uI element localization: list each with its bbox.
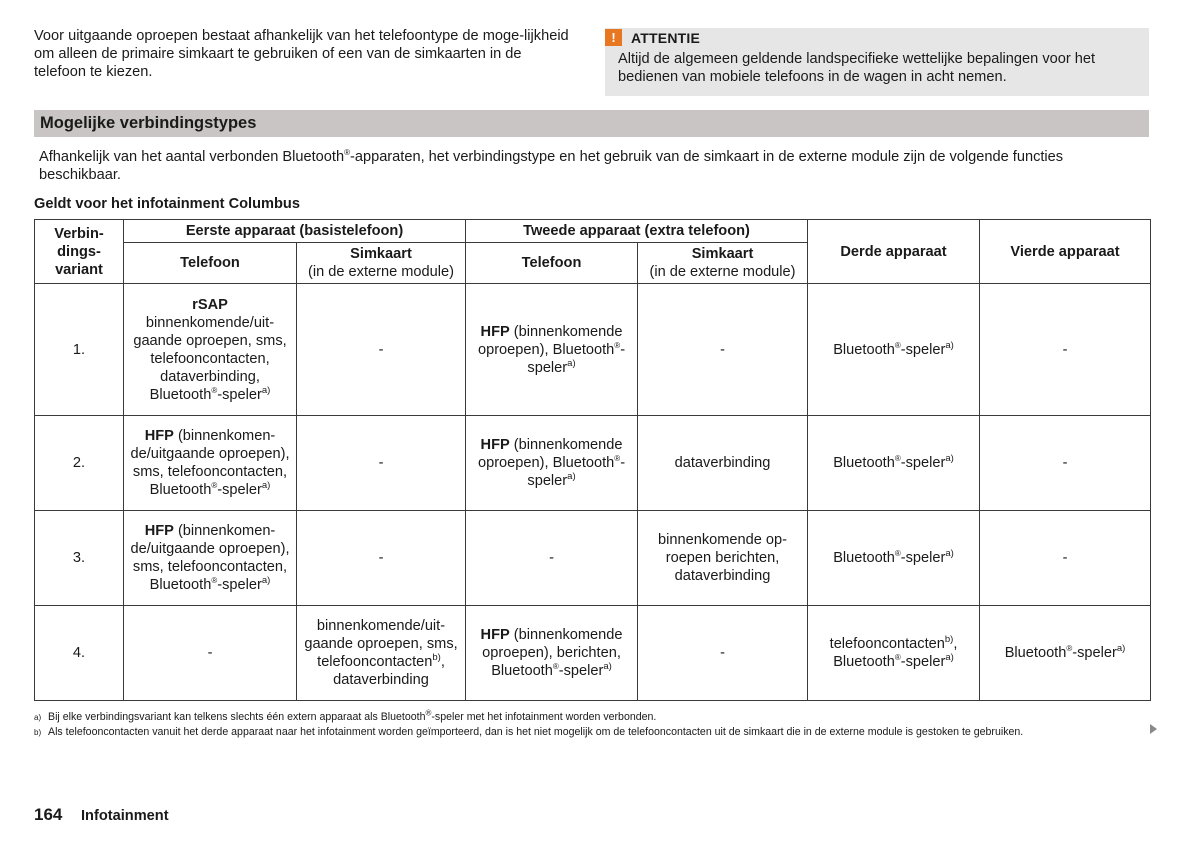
footnote-text: Bij elke verbindingsvariant kan telkens slechts één extern apparaat als Bluetooth — [48, 711, 426, 723]
table-cell — [808, 511, 980, 606]
header-third-device: Derde apparaat — [808, 220, 980, 284]
footnote-ref: a) — [603, 661, 612, 673]
variant-cell: 2. — [35, 416, 124, 511]
footnote-ref: b) — [432, 652, 441, 664]
body-text-part: -apparaten, het verbindingstype en het gebruik van de simkaart in de externe module zijn de volgende functies beschikbaar. — [39, 149, 1064, 183]
table-cell: - — [980, 416, 1151, 511]
next-page-arrow-icon[interactable] — [1150, 724, 1157, 734]
footnote-ref: a) — [945, 652, 954, 664]
section-header — [34, 110, 1149, 137]
table-cell: - — [980, 511, 1151, 606]
variant-cell: 3. — [35, 511, 124, 606]
table-cell: - — [297, 511, 466, 606]
cell-text: -speler — [900, 341, 946, 358]
connection-profile: rSAP — [192, 296, 228, 313]
cell-text: binnenkomende/uit-gaande oproepen, sms, telefooncontacten — [304, 618, 458, 670]
header-simcard — [638, 243, 808, 284]
cell-text: -speler — [900, 455, 946, 471]
table-title: Geldt voor het infotainment Columbus — [34, 196, 300, 212]
cell-text: telefooncontacten — [829, 636, 945, 652]
cell-text: Bluetooth — [833, 455, 895, 471]
table-cell — [808, 416, 980, 511]
table-row — [35, 284, 1151, 416]
table-cell: - — [980, 284, 1151, 416]
variant-cell: 1. — [35, 284, 124, 416]
simcard-label: Simkaart — [350, 246, 412, 262]
table-body — [35, 284, 1151, 701]
registered-mark: ® — [1066, 644, 1073, 654]
cell-text: Bluetooth — [833, 341, 895, 358]
table-cell — [808, 284, 980, 416]
footnote-ref: a) — [945, 339, 954, 351]
footnote-text: -speler met het infotainment worden verbonden. — [431, 711, 657, 723]
cell-text: (binnenkomende oproepen), Bluetooth — [477, 323, 623, 358]
table-cell: dataverbinding — [638, 416, 808, 511]
table-cell — [297, 606, 466, 701]
table-cell: - — [638, 606, 808, 701]
footnote-a — [34, 708, 657, 724]
header-simcard — [297, 243, 466, 284]
cell-text: -speler — [217, 577, 262, 593]
footnote-ref: a) — [261, 480, 271, 492]
footnote-mark: b) — [34, 728, 42, 737]
cell-text: -speler — [527, 341, 626, 376]
registered-mark: ® — [614, 454, 621, 464]
table-cell: - — [638, 284, 808, 416]
cell-text: , — [953, 636, 958, 652]
warning-icon: ! — [605, 29, 622, 46]
footnote-ref: a) — [567, 471, 576, 483]
header-fourth-device: Vierde apparaat — [980, 220, 1151, 284]
registered-mark: ® — [211, 385, 218, 395]
header-phone: Telefoon — [466, 243, 638, 284]
footnote-ref: a) — [945, 453, 954, 465]
connection-profile: HFP — [144, 428, 174, 444]
simcard-label: Simkaart — [691, 246, 754, 262]
table-cell — [466, 416, 638, 511]
footnote-ref: a) — [261, 384, 271, 396]
registered-mark: ® — [425, 708, 432, 718]
registered-mark: ® — [211, 576, 218, 586]
table-cell — [466, 284, 638, 416]
footnote-ref: a) — [567, 357, 576, 369]
footnote-mark: a) — [34, 713, 42, 722]
simcard-sublabel: (in de externe module) — [307, 264, 455, 280]
connection-profile: HFP — [480, 323, 510, 340]
body-text-part: Afhankelijk van het aantal verbonden Bluetooth — [39, 149, 345, 165]
footnote-text: Als telefooncontacten vanuit het derde apparaat naar het infotainment worden geïmporteerd, dan is het niet mogelijk om de telefooncontacten uit de simkaart die in de externe module is gestoken te gebruiken. — [48, 726, 1024, 738]
attention-header — [605, 28, 700, 47]
cell-text: -speler — [217, 482, 262, 498]
connection-types-table — [34, 219, 1151, 701]
cell-text: -speler — [900, 550, 946, 566]
header-first-device: Eerste apparaat (basistelefoon) — [124, 220, 466, 243]
variant-cell: 4. — [35, 606, 124, 701]
attention-title: ATTENTIE — [631, 29, 701, 46]
header-phone: Telefoon — [124, 243, 297, 284]
table-row — [35, 416, 1151, 511]
chapter-title: Infotainment — [81, 808, 169, 824]
cell-text: , dataverbinding — [333, 654, 445, 688]
cell-text: (binnenkomen-de/uitgaande oproepen), sms, telefooncontacten, Bluetooth — [130, 523, 290, 593]
table-header-row — [35, 220, 1151, 243]
registered-mark: ® — [894, 549, 901, 559]
cell-text: Bluetooth — [1004, 645, 1067, 661]
page-number: 164 — [34, 805, 63, 824]
cell-text: -speler — [527, 455, 626, 489]
cell-text: -speler — [1072, 645, 1117, 661]
table-cell: binnenkomende op-roepen berichten, dataverbinding — [638, 511, 808, 606]
table-cell — [124, 511, 297, 606]
connection-profile: HFP — [144, 523, 174, 539]
table-cell — [980, 606, 1151, 701]
table-cell — [124, 284, 297, 416]
section-intro-text — [39, 148, 1149, 184]
registered-mark: ® — [552, 662, 559, 672]
attention-box — [605, 28, 1149, 96]
footnote-ref: a) — [1116, 643, 1126, 655]
cell-text: binnenkomende/uit-gaande oproepen, sms, telefooncontacten, dataverbinding, Bluetooth — [133, 314, 287, 403]
table-cell — [808, 606, 980, 701]
footnote-ref: b) — [944, 634, 954, 646]
cell-text: (binnenkomende oproepen), berichten, Bluetooth — [482, 627, 623, 679]
registered-mark: ® — [344, 148, 350, 158]
attention-text: Altijd de algemeen geldende landspecifieke wettelijke bepalingen voor het bedienen van mobiele telefoons in de wagen in acht nemen. — [618, 51, 1096, 85]
registered-mark: ® — [614, 340, 621, 350]
connection-profile: HFP — [480, 627, 510, 643]
table-row — [35, 511, 1151, 606]
cell-text: Bluetooth — [833, 550, 895, 566]
table-cell — [124, 416, 297, 511]
connection-profile: HFP — [480, 437, 510, 453]
footnote-ref: a) — [945, 548, 954, 560]
cell-text: (binnenkomende oproepen), Bluetooth — [477, 437, 623, 471]
footnote-b — [34, 726, 1023, 739]
cell-text: (binnenkomen-de/uitgaande oproepen), sms, telefooncontacten, Bluetooth — [130, 428, 290, 498]
registered-mark: ® — [211, 481, 218, 491]
table-cell: - — [297, 284, 466, 416]
header-variant: Verbin-dings-variant — [35, 220, 124, 284]
registered-mark: ® — [894, 653, 901, 663]
table-row — [35, 606, 1151, 701]
table-cell: - — [124, 606, 297, 701]
footnote-ref: a) — [261, 575, 271, 587]
cell-text: Bluetooth — [833, 654, 895, 670]
cell-text: -speler — [217, 386, 262, 403]
table-cell — [466, 606, 638, 701]
section-title: Mogelijke verbindingstypes — [40, 114, 257, 132]
table-cell: - — [297, 416, 466, 511]
simcard-sublabel: (in de externe module) — [649, 264, 796, 280]
header-second-device: Tweede apparaat (extra telefoon) — [466, 220, 808, 243]
registered-mark: ® — [894, 340, 901, 350]
table-cell: - — [466, 511, 638, 606]
cell-text: -speler — [558, 663, 604, 679]
cell-text: -speler — [900, 654, 946, 670]
intro-paragraph: Voor uitgaande oproepen bestaat afhankelijk van het telefoontype de moge-lijkheid om alleen de primaire simkaart te gebruiken of een van de simkaarten in de telefoon te kiezen. — [34, 28, 569, 80]
registered-mark: ® — [894, 454, 901, 464]
